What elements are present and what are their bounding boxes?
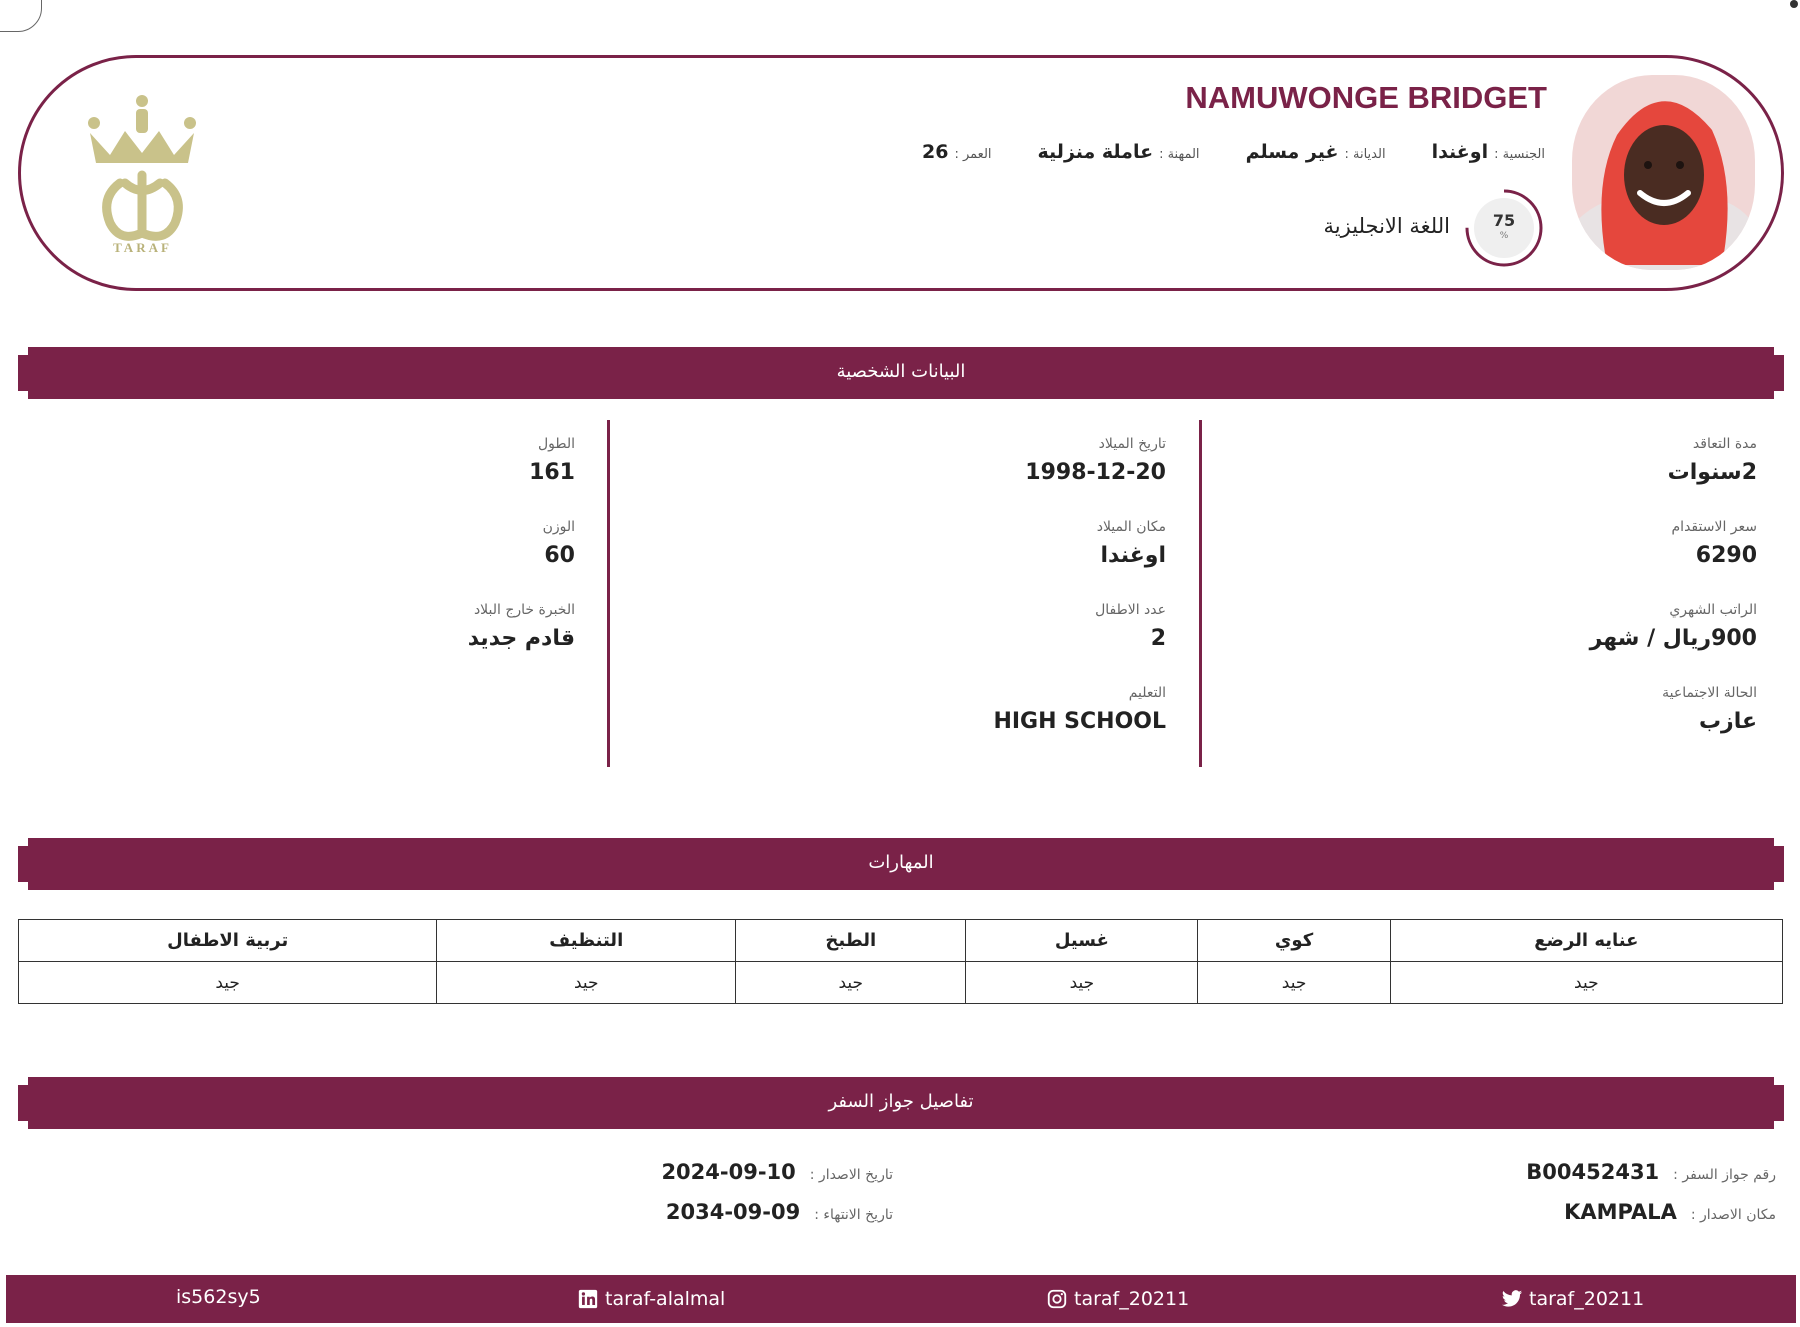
field-label: الوزن bbox=[542, 519, 575, 535]
skill-value: جيد bbox=[966, 962, 1198, 1004]
meta-row bbox=[922, 141, 1545, 163]
field-label: الخبرة خارج البلاد bbox=[473, 602, 575, 618]
field-birth-place bbox=[866, 518, 1166, 601]
skill-value: جيد bbox=[437, 962, 736, 1004]
field-label: مكان الميلاد bbox=[1096, 519, 1166, 535]
field-recruitment-cost bbox=[1457, 518, 1757, 601]
skills-header-row bbox=[19, 920, 1783, 962]
skill-header: تربية الاطفال bbox=[19, 920, 437, 962]
meta-label: الجنسية : bbox=[1494, 147, 1545, 162]
personal-column-right bbox=[1457, 435, 1757, 767]
skills-table bbox=[18, 919, 1783, 1004]
field-value: عازب bbox=[1698, 709, 1757, 734]
passport-number bbox=[1526, 1160, 1776, 1184]
field-birth-date bbox=[866, 435, 1166, 518]
section-bar-personal bbox=[18, 347, 1784, 399]
footer-code-text: is562sy5 bbox=[176, 1286, 261, 1308]
column-divider bbox=[1199, 420, 1202, 767]
section-bar-passport bbox=[18, 1077, 1784, 1129]
section-title: تفاصيل جواز السفر bbox=[828, 1091, 974, 1112]
footer-instagram[interactable] bbox=[1046, 1288, 1189, 1310]
passport-issue-place bbox=[1564, 1200, 1776, 1224]
field-value: 60 bbox=[544, 543, 575, 568]
percent-sign: % bbox=[1499, 231, 1509, 241]
meta-nationality bbox=[1432, 141, 1545, 163]
passport-value: 2024-09-10 bbox=[661, 1160, 796, 1184]
field-label: سعر الاستقدام bbox=[1671, 519, 1757, 535]
field-label: عدد الاطفال bbox=[1095, 602, 1166, 618]
skill-header: كوي bbox=[1198, 920, 1390, 962]
personal-column-middle bbox=[866, 435, 1166, 767]
field-salary bbox=[1457, 601, 1757, 684]
meta-value: عاملة منزلية bbox=[1037, 141, 1154, 163]
column-divider bbox=[607, 420, 610, 767]
passport-issue-date bbox=[661, 1160, 893, 1184]
passport-label: رقم جواز السفر : bbox=[1673, 1167, 1776, 1183]
passport-label: مكان الاصدار : bbox=[1690, 1207, 1776, 1223]
field-value: 900ريال / شهر bbox=[1589, 626, 1757, 651]
field-experience bbox=[275, 601, 575, 684]
passport-label: تاريخ الاصدار : bbox=[809, 1167, 893, 1183]
field-weight bbox=[275, 518, 575, 601]
section-title: المهارات bbox=[868, 852, 934, 873]
language-percent: 75 bbox=[1492, 211, 1516, 230]
footer-bar bbox=[6, 1275, 1796, 1323]
meta-label: الديانة : bbox=[1344, 147, 1386, 162]
field-height bbox=[275, 435, 575, 518]
footer-code bbox=[176, 1286, 261, 1308]
field-value: قادم جديد bbox=[467, 626, 575, 651]
language-name: اللغة الانجليزية bbox=[1323, 214, 1450, 238]
logo-text: TARAF bbox=[113, 240, 172, 255]
meta-label: المهنة : bbox=[1159, 147, 1200, 162]
personal-column-left bbox=[275, 435, 575, 684]
passport-value: KAMPALA bbox=[1564, 1200, 1677, 1224]
meta-age bbox=[922, 141, 992, 163]
skill-header: الطبخ bbox=[736, 920, 966, 962]
field-label: تاريخ الميلاد bbox=[1098, 436, 1166, 452]
linkedin-icon bbox=[577, 1288, 599, 1310]
field-value: 161 bbox=[529, 460, 575, 485]
passport-value: 2034-09-09 bbox=[665, 1200, 801, 1224]
meta-profession bbox=[1038, 141, 1200, 163]
footer-linkedin[interactable] bbox=[577, 1288, 725, 1310]
skill-value: جيد bbox=[19, 962, 437, 1004]
section-title: البيانات الشخصية bbox=[836, 361, 966, 382]
passport-expiry-date bbox=[666, 1200, 893, 1224]
skill-header: عنايه الرضع bbox=[1390, 920, 1782, 962]
skills-value-row bbox=[19, 962, 1783, 1004]
field-value: HIGH SCHOOL bbox=[993, 709, 1166, 734]
skill-value: جيد bbox=[736, 962, 966, 1004]
profile-photo bbox=[1572, 75, 1755, 270]
meta-value: غير مسلم bbox=[1245, 141, 1339, 163]
meta-value: اوغندا bbox=[1431, 141, 1489, 163]
field-label: الراتب الشهري bbox=[1669, 602, 1757, 618]
field-value: 6290 bbox=[1695, 543, 1757, 568]
field-label: التعليم bbox=[1128, 685, 1166, 701]
footer-instagram-handle: taraf_20211 bbox=[1074, 1288, 1190, 1310]
field-children bbox=[866, 601, 1166, 684]
skill-value: جيد bbox=[1390, 962, 1782, 1004]
meta-label: العمر : bbox=[954, 147, 992, 162]
skill-value: جيد bbox=[1198, 962, 1390, 1004]
field-value: 2 bbox=[1150, 626, 1166, 651]
corner-decoration bbox=[0, 0, 42, 32]
footer-twitter-handle: taraf_20211 bbox=[1529, 1288, 1645, 1310]
footer-twitter[interactable] bbox=[1501, 1288, 1644, 1310]
field-marital-status bbox=[1457, 684, 1757, 767]
instagram-icon bbox=[1046, 1288, 1068, 1310]
field-education bbox=[866, 684, 1166, 767]
skill-header: التنظيف bbox=[437, 920, 736, 962]
corner-dot bbox=[1790, 0, 1798, 8]
passport-value: B00452431 bbox=[1526, 1160, 1660, 1184]
twitter-icon bbox=[1501, 1288, 1523, 1310]
skill-header: غسيل bbox=[966, 920, 1198, 962]
field-contract bbox=[1457, 435, 1757, 518]
meta-religion bbox=[1246, 141, 1386, 163]
worker-name: NAMUWONGE BRIDGET bbox=[1185, 80, 1547, 115]
footer-linkedin-handle: taraf-alalmal bbox=[605, 1288, 726, 1310]
field-label: الحالة الاجتماعية bbox=[1662, 685, 1757, 701]
taraf-logo-icon bbox=[80, 93, 205, 263]
section-bar-skills bbox=[18, 838, 1784, 890]
field-value: اوغندا bbox=[1100, 543, 1166, 568]
passport-label: تاريخ الانتهاء : bbox=[814, 1207, 893, 1223]
field-label: مدة التعاقد bbox=[1692, 436, 1757, 452]
field-label: الطول bbox=[537, 436, 575, 452]
field-value: 1998-12-20 bbox=[1025, 460, 1166, 485]
field-value: 2سنوات bbox=[1667, 460, 1757, 485]
meta-value: 26 bbox=[922, 141, 949, 163]
